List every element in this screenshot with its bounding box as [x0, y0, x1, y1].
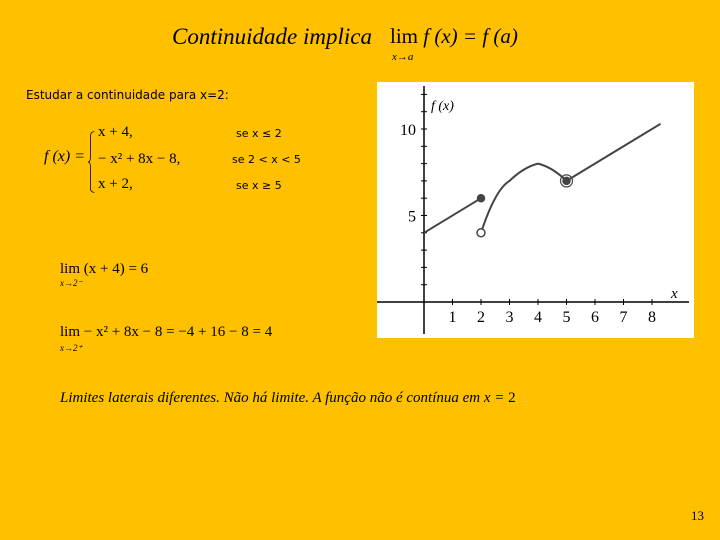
x-axis-label: x — [671, 286, 678, 302]
limit-right-under: x→2⁺ — [60, 343, 83, 353]
slide-title: Continuidade implica — [172, 24, 372, 49]
open-point — [477, 229, 485, 237]
subtitle: Estudar a continuidade para x=2: — [26, 88, 229, 102]
limit-right-lim: lim — [60, 324, 81, 340]
y-tick-label: 5 — [408, 208, 416, 226]
piece-3-expr: x + 2, — [98, 176, 133, 192]
y-axis-label: f (x) — [431, 99, 454, 114]
y-tick-label: 10 — [400, 122, 416, 139]
x-tick-label: 1 — [448, 309, 457, 326]
x-tick-label: 4 — [534, 309, 542, 326]
limit-left — [60, 261, 148, 278]
function-lhs: f (x) = — [44, 148, 85, 165]
graph-segment-3 — [567, 124, 661, 181]
conclusion-text: Limites laterais diferentes. Não há limite. A função não é contínua em x = — [60, 390, 505, 406]
piece-1-expr: x + 4, — [98, 124, 133, 140]
closed-point — [563, 177, 570, 184]
page-number: 13 — [691, 508, 704, 523]
conclusion — [60, 390, 516, 407]
title-limit-function: f (x) = f (a) — [423, 24, 518, 48]
x-tick-label: 7 — [619, 309, 628, 326]
x-tick-label: 5 — [562, 309, 571, 326]
limit-right — [60, 324, 272, 341]
x-tick-label: 6 — [591, 309, 599, 326]
title-lim-word: lim — [390, 24, 419, 48]
graph-segment-2 — [481, 164, 567, 233]
graph-svg — [377, 82, 694, 338]
piece-2-cond: se 2 < x < 5 — [232, 153, 301, 166]
closed-point — [478, 195, 485, 202]
title-limit-under: x→a — [392, 51, 414, 63]
graph-segment-1 — [424, 198, 481, 233]
x-tick-label: 8 — [648, 309, 656, 326]
piece-2-expr: − x² + 8x − 8, — [98, 151, 181, 167]
piece-1-cond: se x ≤ 2 — [236, 127, 282, 140]
piecewise-brace — [88, 122, 96, 202]
function-graph — [377, 82, 694, 338]
x-tick-label: 3 — [505, 309, 514, 326]
limit-left-expr: (x + 4) = 6 — [83, 261, 149, 277]
x-tick-label: 2 — [477, 309, 485, 326]
limit-left-under: x→2⁻ — [60, 278, 83, 288]
limit-left-lim: lim — [60, 261, 81, 277]
limit-right-expr: − x² + 8x − 8 = −4 + 16 − 8 = 4 — [83, 324, 273, 340]
title-limit — [390, 24, 518, 49]
conclusion-value: 2 — [508, 390, 516, 406]
piece-3-cond: se x ≥ 5 — [236, 179, 282, 192]
